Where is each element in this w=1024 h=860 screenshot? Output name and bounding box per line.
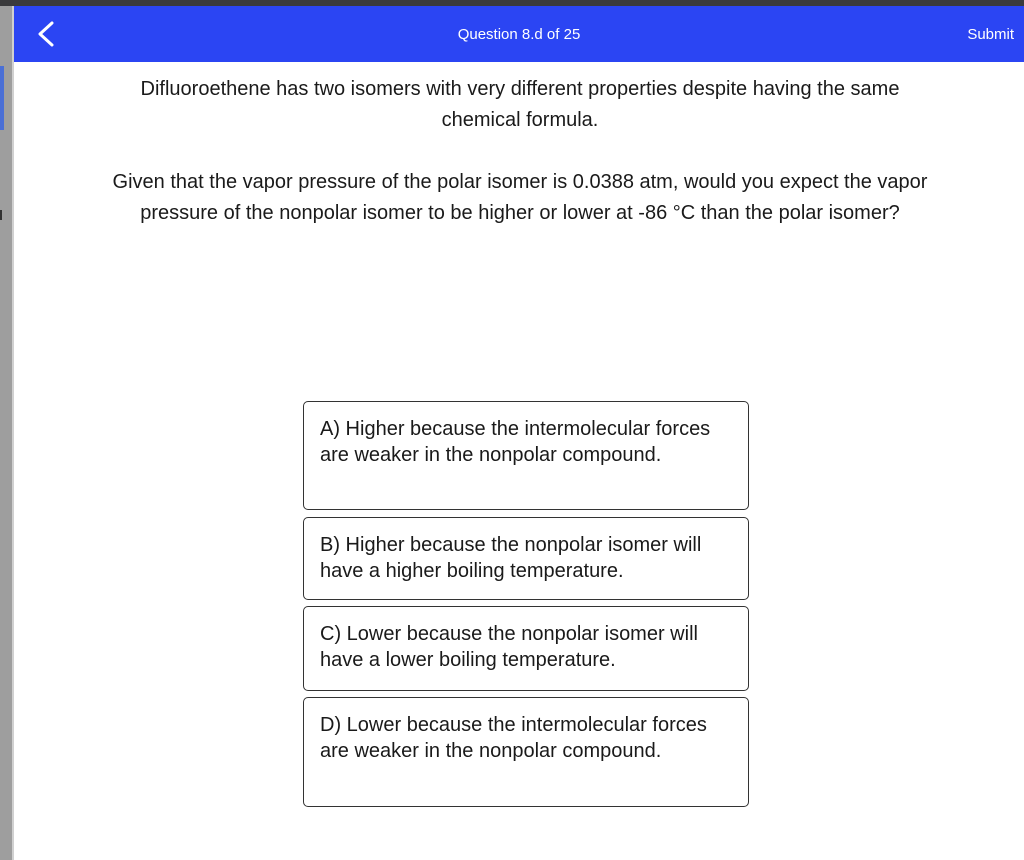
left-panel-divider xyxy=(12,6,14,860)
answer-option-c[interactable] xyxy=(303,606,749,691)
answer-option-label: A) Higher because the intermolecular forces are weaker in the nonpolar compound. xyxy=(320,418,711,466)
chevron-left-icon xyxy=(36,21,56,47)
question-prompt: Given that the vapor pressure of the polar isomer is 0.0388 atm, would you expect the vapor pressure of the nonpolar isomer to be higher or lower at -86 °C than the polar isomer? xyxy=(112,171,928,224)
answer-option-label: C) Lower because the nonpolar isomer will have a lower boiling temperature. xyxy=(320,623,698,671)
back-button[interactable] xyxy=(26,14,66,54)
answer-option-label: B) Higher because the nonpolar isomer will have a higher boiling temperature. xyxy=(320,534,702,582)
answer-option-d[interactable] xyxy=(303,697,749,807)
question-counter: Question 8.d of 25 xyxy=(457,26,581,43)
answer-option-a[interactable] xyxy=(303,401,749,510)
left-panel-accent xyxy=(0,66,4,130)
question-header xyxy=(14,6,1024,62)
submit-button[interactable]: Submit xyxy=(967,26,1014,43)
question-intro: Difluoroethene has two isomers with very different properties despite having the same chemical formula. xyxy=(140,78,900,131)
answer-option-label: D) Lower because the intermolecular forces are weaker in the nonpolar compound. xyxy=(320,714,707,762)
left-panel-mark xyxy=(0,210,6,220)
answer-option-b[interactable] xyxy=(303,517,749,600)
left-panel-edge xyxy=(0,6,12,860)
